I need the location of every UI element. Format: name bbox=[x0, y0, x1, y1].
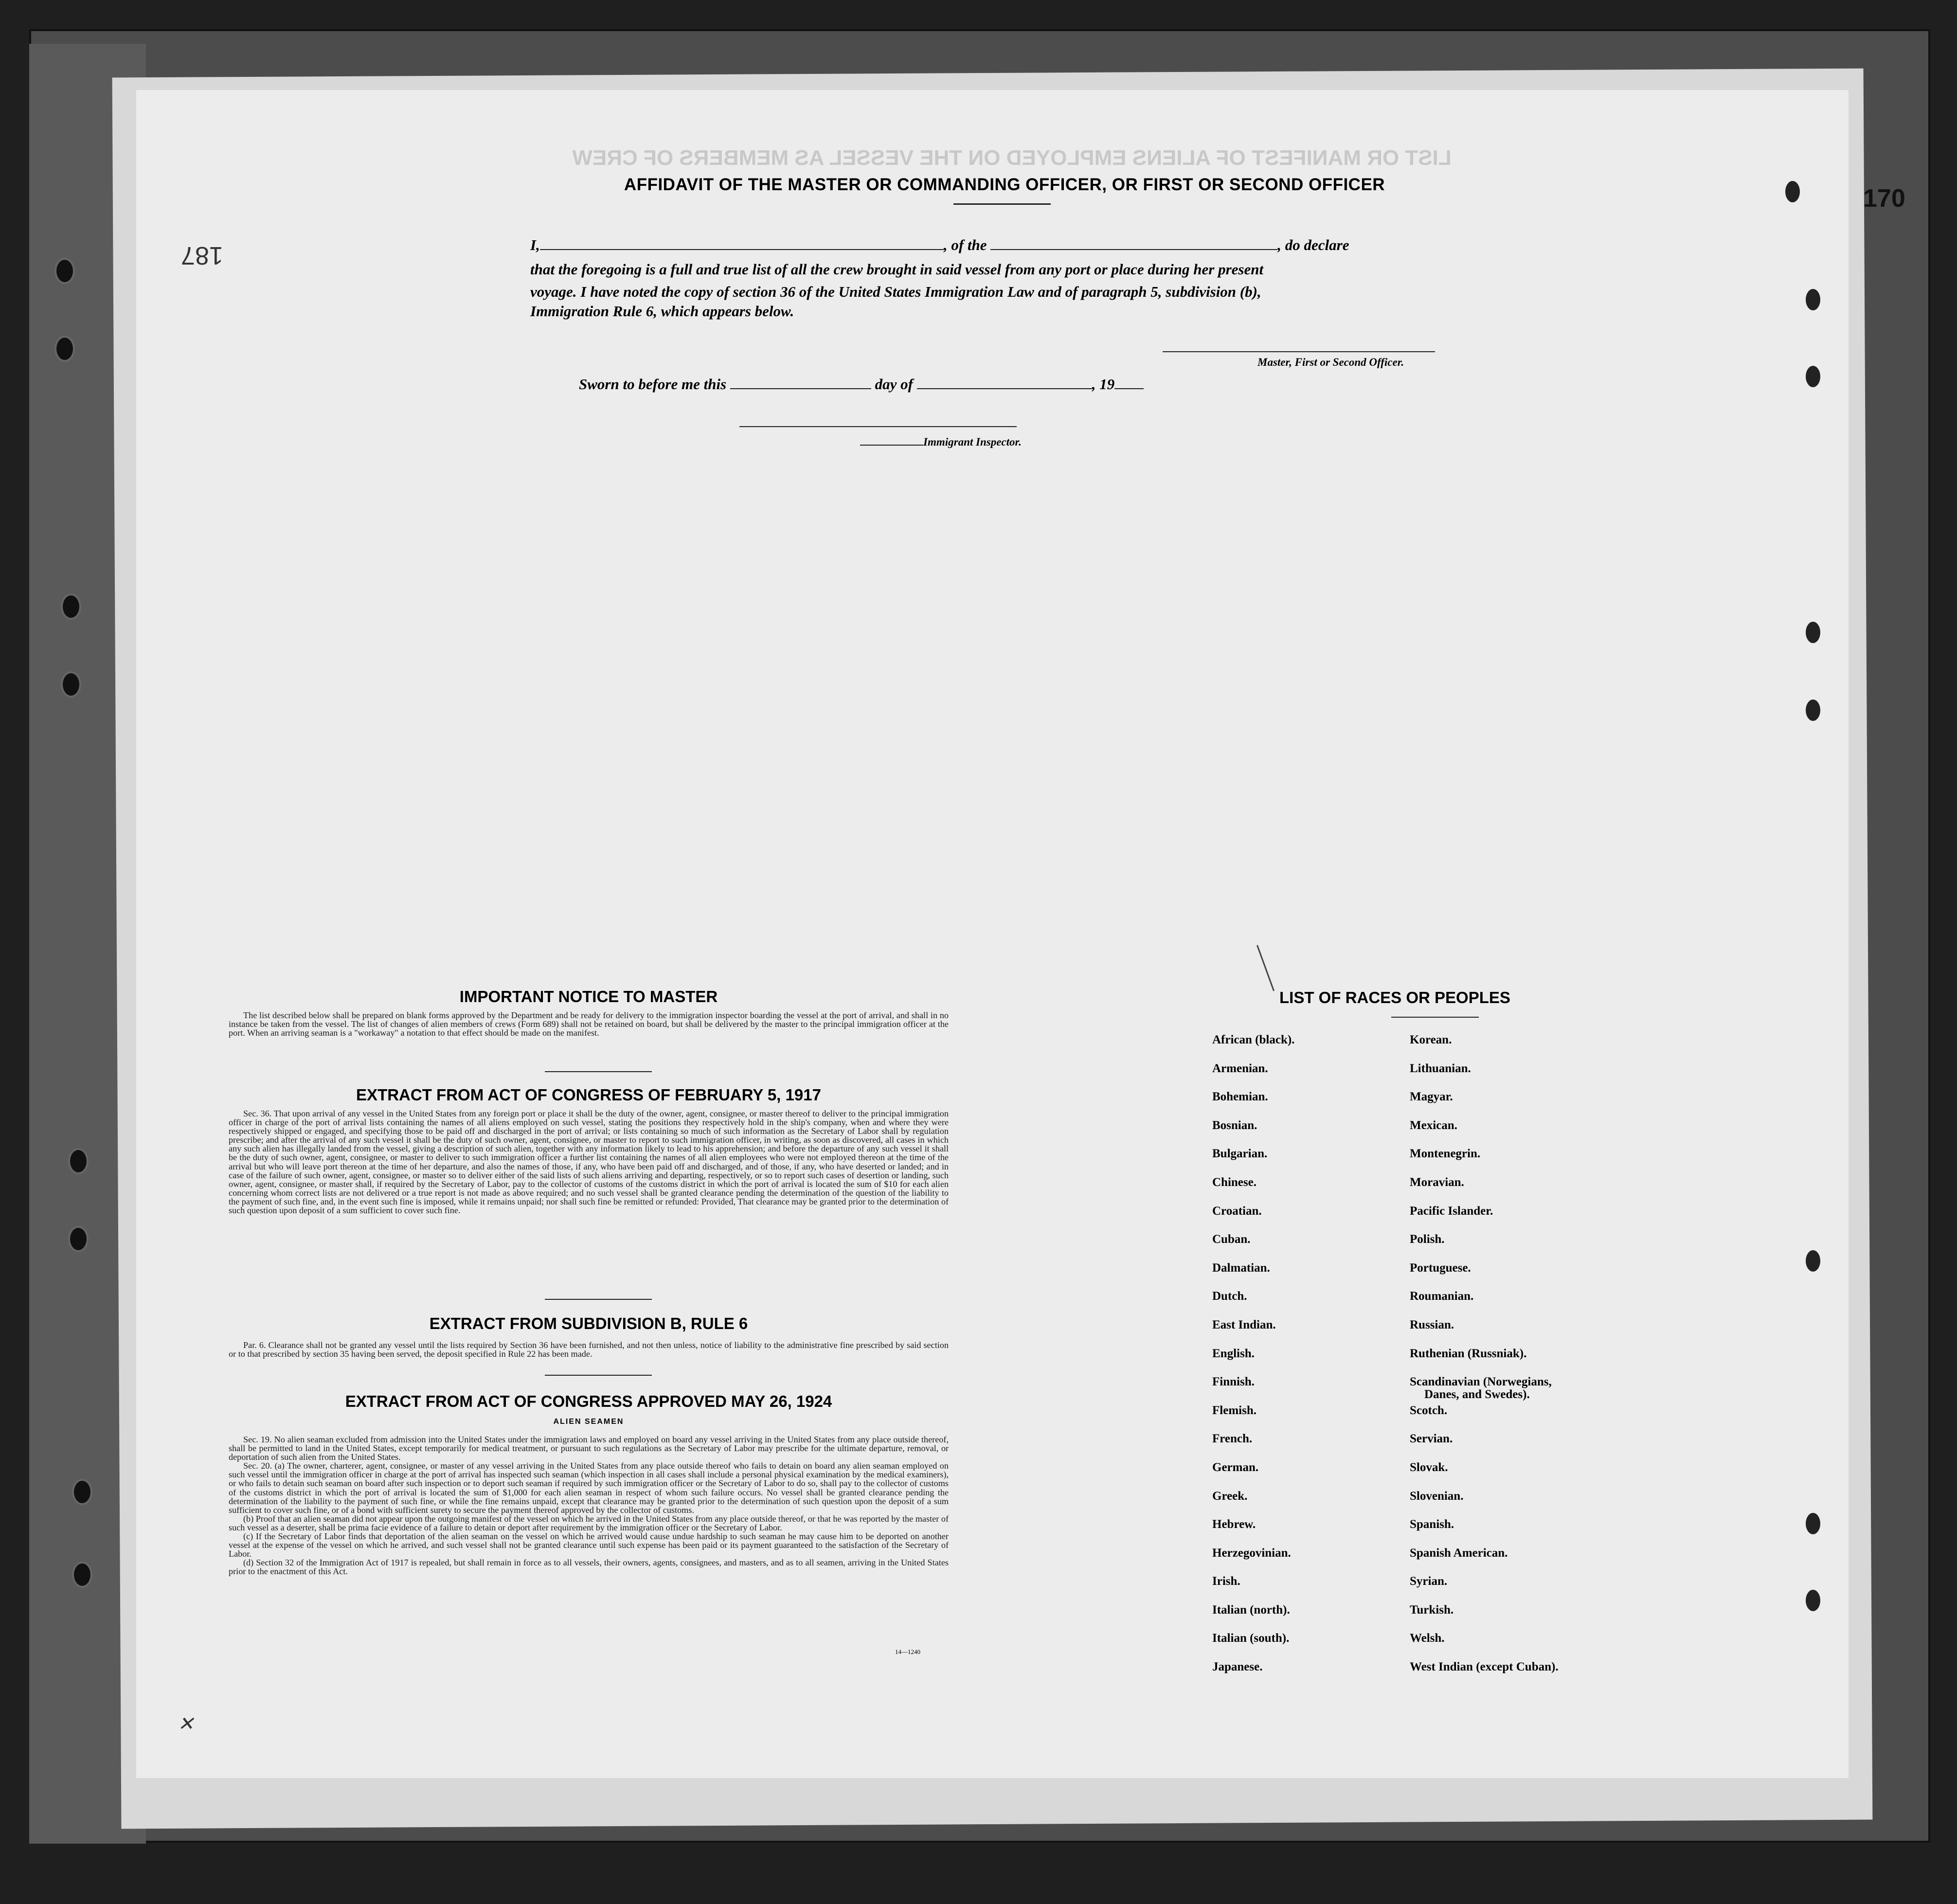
race-item: Slovak. bbox=[1410, 1460, 1448, 1474]
extract-rule6-title: EXTRACT FROM SUBDIVISION B, RULE 6 bbox=[429, 1314, 748, 1332]
race-item: Croatian. bbox=[1212, 1204, 1262, 1218]
race-item: Armenian. bbox=[1212, 1061, 1268, 1075]
inspector-label-wrap bbox=[860, 436, 1022, 449]
margin-stamp-number: 187 bbox=[181, 241, 223, 269]
race-item: Herzegovinian. bbox=[1212, 1546, 1291, 1560]
race-item: Welsh. bbox=[1410, 1632, 1445, 1645]
binder-hole bbox=[72, 1479, 92, 1505]
races-right-column bbox=[1410, 1033, 1559, 1689]
extract-1917-title: EXTRACT FROM ACT OF CONGRESS OF FEBRUARY 5, 1917 bbox=[356, 1086, 821, 1104]
binder-hole bbox=[68, 1226, 89, 1252]
punch-hole bbox=[1806, 1513, 1820, 1534]
race-item: Polish. bbox=[1410, 1233, 1445, 1246]
punch-hole bbox=[1785, 181, 1800, 202]
binder-hole bbox=[68, 1148, 89, 1174]
race-item: East Indian. bbox=[1212, 1318, 1276, 1331]
race-item: Slovenian. bbox=[1410, 1489, 1464, 1503]
extract-rule6-text bbox=[229, 1341, 949, 1358]
vessel-blank[interactable] bbox=[990, 238, 1277, 250]
race-item-line-1: Scandinavian (Norwegians, bbox=[1410, 1375, 1552, 1389]
inspector-blank[interactable] bbox=[860, 438, 923, 446]
notice-text bbox=[229, 1011, 949, 1037]
section-20b-paragraph: (b) Proof that an alien seaman did not appear upon the outgoing manifest of the vessel on which he arrived in the United States from any place outside thereof, or that he was reported by the master of such vessel as a deserter, shall be prima facie evidence of a failure to detain or deport after requirement by the immigration officer or the Secretary of Labor. bbox=[229, 1513, 949, 1532]
race-item: English. bbox=[1212, 1347, 1255, 1360]
race-item: Spanish American. bbox=[1410, 1546, 1508, 1560]
section-rule bbox=[545, 1375, 652, 1376]
race-item: Finnish. bbox=[1212, 1375, 1255, 1389]
inspector-signature-line[interactable] bbox=[739, 426, 1017, 427]
section-rule bbox=[545, 1299, 652, 1300]
race-item: Portuguese. bbox=[1410, 1261, 1471, 1275]
page-number: 170 bbox=[1863, 184, 1905, 213]
section-20d-paragraph: (d) Section 32 of the Immigration Act of 1917 is repealed, but shall remain in force as to all vessels, their owners, agents, consignees, and masters, and as to all seamen, arriving in the United States prior to the enactment of this Act. bbox=[229, 1558, 949, 1577]
race-item: Japanese. bbox=[1212, 1660, 1263, 1674]
race-item: Hebrew. bbox=[1212, 1518, 1256, 1531]
race-item: Roumanian. bbox=[1410, 1290, 1474, 1303]
race-item: Bohemian. bbox=[1212, 1090, 1268, 1104]
bleed-through-heading: LIST OR MANIFEST OF ALIENS EMPLOYED ON THE VESSEL AS MEMBERS OF CREW bbox=[572, 146, 1452, 170]
declare-label: , do declare bbox=[1277, 236, 1349, 253]
race-item: Korean. bbox=[1410, 1033, 1452, 1046]
race-item: African (black). bbox=[1212, 1033, 1295, 1046]
extract-1924-text bbox=[229, 1435, 949, 1576]
section-20a-paragraph: Sec. 20. (a) The owner, charterer, agent, consignee, or master of any vessel arriving in the United States from any place outside thereof who fails to detain on board any alien seaman employed on such vessel until the immigration officer in charge at the port of arrival has inspected such seaman (which inspection in all cases shall include a personal physical examination by the medical examiners), or who fails to detain such seaman on board after such inspection or to deport such seaman if required by such immigration officer or the Secretary of Labor to do so, shall pay to the collector of customs of the customs district in which the port of arrival is located the sum of $1,000 for each alien seaman in respect of whom such failure occurs. No vessel shall be granted clearance pending the determination of the liability to the payment of such fine, or while the fine remains unpaid, except that clearance may be granted prior to the determination of such question upon the deposit of a sum sufficient to cover such fine, or of a bond with sufficient surety to secure the payment thereof approved by the collector of customs. bbox=[229, 1461, 949, 1515]
section-20c-paragraph: (c) If the Secretary of Labor finds that deportation of the alien seaman on the vessel on which he arrived would cause undue hardship to such seaman he may cause him to be deported on another vessel at the expense of the vessel on which he arrived, and such vessel shall not be granted clearance until such expense has been paid or its payment guaranteed to the satisfaction of the Secretary of Labor. bbox=[229, 1531, 949, 1559]
punch-hole bbox=[1806, 366, 1820, 387]
par-6-paragraph: Par. 6. Clearance shall not be granted any vessel until the lists required by Section 36 have been furnished, and not then unless, notice of liability to the administrative fine prescribed by said section or to that prescribed by section 35 having been served, the deposit specified in Rule 22 has been made. bbox=[229, 1340, 949, 1359]
section-19-paragraph: Sec. 19. No alien seaman excluded from admission into the United States under the immigration laws and employed on board any vessel arriving in the United States from any place outside thereof, shall be permitted to land in the United States, except temporarily for medical treatment, or pursuant to such regulations as the Secretary of Labor may prescribe for the ultimate departure, removal, or deportation of such alien from the United States. bbox=[229, 1435, 949, 1462]
affidavit-line-2: that the foregoing is a full and true list of all the crew brought in said vessel from any port or place during her present bbox=[530, 261, 1264, 278]
race-item: Turkish. bbox=[1410, 1603, 1454, 1617]
sworn-label: Sworn to before me this bbox=[579, 376, 727, 393]
form-number: 14—1240 bbox=[895, 1648, 920, 1655]
alien-seamen-subtitle: ALIEN SEAMEN bbox=[553, 1418, 624, 1426]
affidavit-title: AFFIDAVIT OF THE MASTER OR COMMANDING OFFICER, OR FIRST OR SECOND OFFICER bbox=[624, 175, 1385, 194]
race-item: Dutch. bbox=[1212, 1290, 1247, 1303]
race-item: Spanish. bbox=[1410, 1518, 1454, 1531]
year-label: , 19 bbox=[1092, 376, 1115, 393]
affidavit-declaration-line bbox=[530, 236, 1349, 254]
race-item: Irish. bbox=[1212, 1575, 1240, 1588]
extract-1924-title: EXTRACT FROM ACT OF CONGRESS APPROVED MAY 26, 1924 bbox=[345, 1392, 832, 1410]
sworn-year-blank[interactable] bbox=[1114, 377, 1144, 389]
race-item-two-line bbox=[1410, 1375, 1559, 1404]
race-item: German. bbox=[1212, 1460, 1259, 1474]
binder-hole bbox=[72, 1562, 92, 1588]
pencil-mark: ✕ bbox=[178, 1713, 194, 1735]
binder-hole bbox=[61, 593, 81, 620]
race-item: Scotch. bbox=[1410, 1403, 1448, 1417]
signature-label: Master, First or Second Officer. bbox=[1257, 356, 1404, 368]
name-blank[interactable] bbox=[540, 238, 944, 250]
race-item: Mexican. bbox=[1410, 1118, 1457, 1132]
extract-1917-text bbox=[229, 1109, 949, 1215]
affidavit-line-3: voyage. I have noted the copy of section 36 of the United States Immigration Law and of paragraph 5, subdivision (b), bbox=[530, 283, 1261, 300]
race-item: Cuban. bbox=[1212, 1233, 1251, 1246]
race-item: Magyar. bbox=[1410, 1090, 1453, 1104]
of-the-label: , of the bbox=[943, 236, 987, 253]
race-item: Flemish. bbox=[1212, 1403, 1257, 1417]
races-left-column bbox=[1212, 1033, 1294, 1689]
title-rule bbox=[953, 203, 1051, 205]
race-item: Bosnian. bbox=[1212, 1118, 1257, 1132]
race-item: Moravian. bbox=[1410, 1175, 1464, 1189]
race-item: Italian (south). bbox=[1212, 1632, 1290, 1645]
sworn-month-blank[interactable] bbox=[917, 377, 1092, 389]
affidavit-line-4: Immigration Rule 6, which appears below. bbox=[530, 303, 794, 320]
race-item: Montenegrin. bbox=[1410, 1147, 1481, 1161]
race-item: Italian (north). bbox=[1212, 1603, 1290, 1617]
race-item: Lithuanian. bbox=[1410, 1061, 1471, 1075]
section-36-paragraph: Sec. 36. That upon arrival of any vessel in the United States from any foreign port or place it shall be the duty of the owner, agent, consignee, or master thereof to deliver to the principal immigration officer in charge of the port of arrival lists containing the names of all aliens employed on such vessel, stating the positions they respectively hold in the ship's company, when and where they were respectively shipped or engaged, and specifying those to be paid off and discharged in the port of arrival; or lists containing so much of such information as the Secretary of Labor shall by regulation prescribe; and after the arrival of any such vessel it shall be the duty of such owner, agent, consignee, or master to report to such immigration officer, in writing, as soon as discovered, all cases in which any such alien has illegally landed from the vessel, giving a description of such alien, together with any information likely to lead to his apprehension; and before the departure of any such vessel it shall be the duty of such owner, agent, consignee, or master to deliver to such immigration officer a further list containing the names of all alien employees who were not employed thereon at the time of the arrival but who will leave port thereon at the time of her departure, and also the names of those, if any, who have been paid off and discharged, and of those, if any, who have deserted or landed; and in case of the failure of such owner, agent, consignee, or master so to deliver either of the said lists of such aliens arriving and departing, respectively, or so to report such cases of desertion or landing, such owner, agent, consignee, or master shall, if required by the Secretary of Labor, pay to the collector of customs of the customs district in which the port of arrival is located the sum of $10 for each alien concerning whom correct lists are not delivered or a true report is not made as above required; and no such vessel shall be granted clearance pending the determination of the question of the liability to the payment of such fine, and, in the event such fine is imposed, while it remains unpaid; nor shall such fine be remitted or refunded: Provided, That clearance may be granted prior to the determination of such question upon deposit of a sum sufficient to cover such fine. bbox=[229, 1109, 949, 1216]
punch-hole bbox=[1806, 289, 1820, 310]
punch-hole bbox=[1806, 622, 1820, 643]
race-item: West Indian (except Cuban). bbox=[1410, 1660, 1559, 1674]
race-item-line-2: Danes, and Swedes). bbox=[1424, 1388, 1530, 1401]
binder-hole bbox=[61, 671, 81, 698]
sworn-line bbox=[579, 376, 1144, 393]
notice-title: IMPORTANT NOTICE TO MASTER bbox=[459, 988, 718, 1006]
race-item: Bulgarian. bbox=[1212, 1147, 1268, 1161]
race-item: Pacific Islander. bbox=[1410, 1204, 1493, 1218]
signature-line[interactable] bbox=[1163, 351, 1435, 352]
race-item: Syrian. bbox=[1410, 1575, 1448, 1588]
sworn-day-blank[interactable] bbox=[730, 377, 871, 389]
race-item: Servian. bbox=[1410, 1432, 1453, 1446]
race-item: Ruthenian (Russniak). bbox=[1410, 1347, 1527, 1360]
punch-hole bbox=[1806, 700, 1820, 721]
race-item: Chinese. bbox=[1212, 1175, 1257, 1189]
race-item: Russian. bbox=[1410, 1318, 1454, 1331]
races-rule bbox=[1391, 1017, 1479, 1018]
punch-hole bbox=[1806, 1250, 1820, 1272]
race-item: Greek. bbox=[1212, 1489, 1248, 1503]
races-title: LIST OF RACES OR PEOPLES bbox=[1279, 988, 1510, 1006]
punch-hole bbox=[1806, 1590, 1820, 1611]
day-of-label: day of bbox=[875, 376, 913, 393]
binder-hole bbox=[54, 258, 75, 284]
inspector-label: Immigrant Inspector. bbox=[923, 436, 1022, 448]
section-rule bbox=[545, 1071, 652, 1072]
race-item: Dalmatian. bbox=[1212, 1261, 1270, 1275]
notice-paragraph: The list described below shall be prepared on blank forms approved by the Department and be ready for delivery to the immigration inspector boarding the vessel at the port of arrival, and shall in no instance be taken from the vessel. The list of changes of alien members of crews (Form 689) shall not be retained on board, but shall be delivered by the master to the principal immigration officer at the port. When an arriving seaman is a "workaway" a notation to that effect should be made on the manifest. bbox=[229, 1010, 949, 1038]
race-item: French. bbox=[1212, 1432, 1253, 1446]
binder-hole bbox=[54, 336, 75, 362]
affidavit-i-label: I, bbox=[530, 236, 540, 253]
